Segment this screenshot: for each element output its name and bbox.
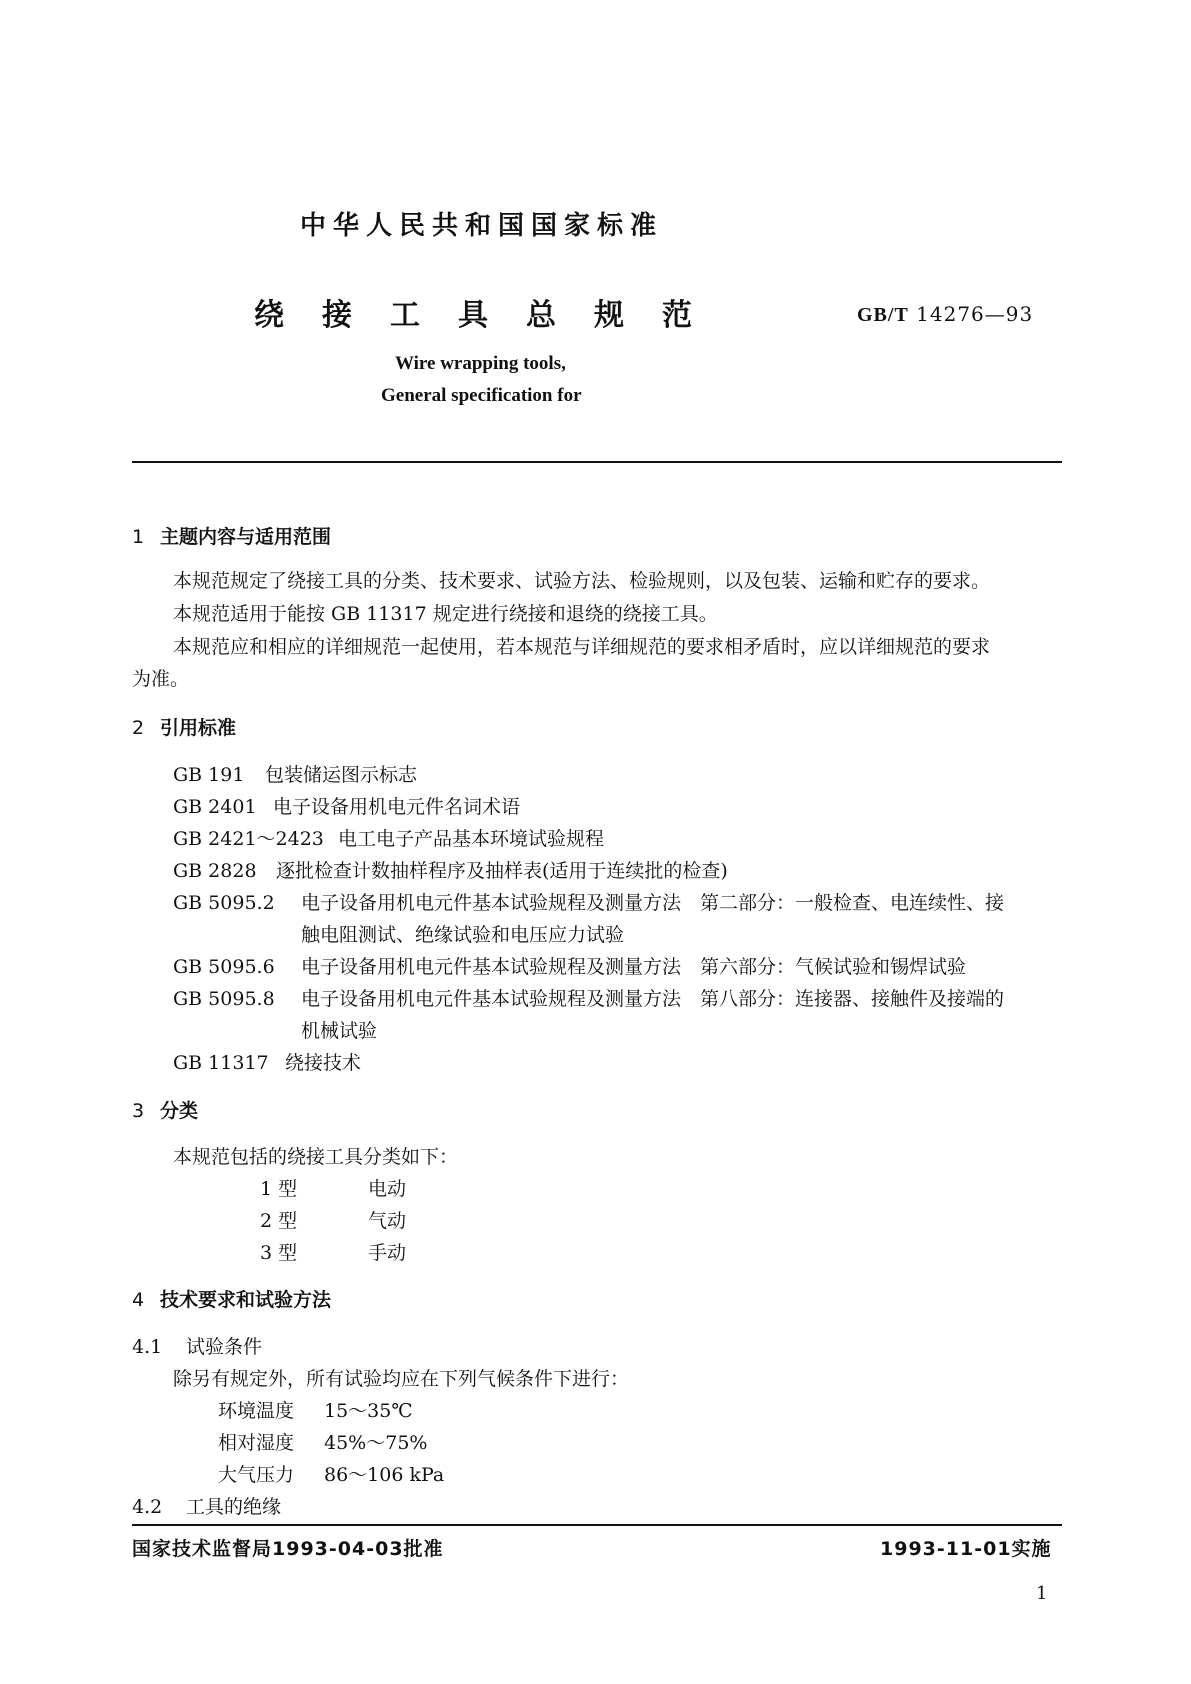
- condition-value: 45%～75%: [324, 1432, 428, 1454]
- reference-item: [173, 984, 1004, 1011]
- subsection-title: 工具的绝缘: [186, 1496, 282, 1518]
- reference-code: GB 5095.8: [173, 988, 275, 1010]
- test-condition-row: [218, 1460, 444, 1487]
- reference-code: GB 2828: [173, 860, 257, 882]
- classification-row: [260, 1238, 406, 1265]
- section-title: 主题内容与适用范围: [160, 526, 332, 548]
- classification-row: [260, 1206, 406, 1233]
- reference-title: 电工电子产品基本环境试验规程: [338, 828, 605, 850]
- test-condition-row: [218, 1396, 413, 1423]
- standard-type-heading: 中华人民共和国国家标准: [300, 211, 664, 241]
- classification-intro: 本规范包括的绕接工具分类如下：: [173, 1146, 459, 1168]
- document-title-cn: 绕接工具总规范: [254, 298, 730, 333]
- reference-item: [173, 824, 604, 851]
- section-1-paragraph-1: 本规范规定了绕接工具的分类、技术要求、试验方法、检验规则，以及包装、运输和贮存的要求。: [173, 570, 991, 592]
- page-number: 1: [1036, 1583, 1048, 1604]
- section-title: 引用标准: [160, 717, 237, 739]
- reference-title: 逐批检查计数抽样程序及抽样表(适用于连续批的检查): [276, 860, 728, 882]
- implementation-date: 1993-11-01实施: [880, 1538, 1052, 1560]
- subsection-4-2-heading: [132, 1492, 281, 1519]
- reference-title: 绕接技术: [285, 1052, 362, 1074]
- section-1-paragraph-3-cont: 为准。: [132, 668, 190, 690]
- tool-type: 1 型: [260, 1178, 298, 1200]
- reference-title-cont: 触电阻测试、绝缘试验和电压应力试验: [301, 924, 625, 946]
- reference-item: [173, 888, 1004, 915]
- reference-title: 包装储运图示标志: [265, 764, 418, 786]
- section-1-paragraph-3: 本规范应和相应的详细规范一起使用，若本规范与详细规范的要求相矛盾时，应以详细规范的要求: [173, 636, 991, 658]
- tool-type: 3 型: [260, 1242, 298, 1264]
- reference-code: GB 191: [173, 764, 245, 786]
- header-divider: [132, 461, 1062, 463]
- standard-code: [857, 302, 1033, 327]
- reference-title: 电子设备用机电元件基本试验规程及测量方法 第二部分：一般检查、电连续性、接: [301, 892, 1005, 914]
- approval-line: 国家技术监督局1993-04-03批准: [132, 1538, 444, 1560]
- subsection-number: 4.2: [132, 1496, 163, 1518]
- tool-drive: 手动: [368, 1242, 407, 1264]
- reference-code: GB 5095.2: [173, 892, 275, 914]
- section-1-heading: [132, 522, 331, 549]
- standard-code-prefix: GB/T: [857, 304, 909, 326]
- reference-item: [173, 856, 728, 883]
- condition-value: 86～106 kPa: [324, 1464, 445, 1486]
- footer-divider: [132, 1524, 1062, 1526]
- section-4-heading: [132, 1285, 331, 1312]
- tool-drive: 电动: [368, 1178, 407, 1200]
- condition-value: 15～35℃: [324, 1400, 413, 1422]
- section-title: 分类: [160, 1100, 199, 1122]
- test-conditions-intro: 除另有规定外，所有试验均应在下列气候条件下进行：: [173, 1368, 630, 1390]
- reference-item: [173, 1048, 361, 1075]
- condition-name: 相对湿度: [218, 1432, 295, 1454]
- reference-item: [173, 792, 520, 819]
- reference-item: [173, 952, 966, 979]
- document-title-en-line1: Wire wrapping tools,: [395, 353, 566, 374]
- section-title: 技术要求和试验方法: [160, 1289, 332, 1311]
- reference-code: GB 5095.6: [173, 956, 275, 978]
- classification-row: [260, 1174, 406, 1201]
- subsection-number: 4.1: [132, 1336, 163, 1358]
- reference-code: GB 11317: [173, 1052, 269, 1074]
- section-2-heading: [132, 713, 236, 740]
- section-number: 1: [132, 526, 145, 548]
- subsection-4-1-heading: [132, 1332, 262, 1359]
- section-number: 3: [132, 1100, 145, 1122]
- reference-title: 电子设备用机电元件基本试验规程及测量方法 第六部分：气候试验和锡焊试验: [301, 956, 967, 978]
- condition-name: 环境温度: [218, 1400, 295, 1422]
- standard-code-number: 14276—93: [916, 302, 1034, 326]
- tool-type: 2 型: [260, 1210, 298, 1232]
- subsection-title: 试验条件: [186, 1336, 263, 1358]
- section-1-paragraph-2: 本规范适用于能按 GB 11317 规定进行绕接和退绕的绕接工具。: [173, 603, 718, 625]
- section-number: 2: [132, 717, 145, 739]
- document-title-en-line2: General specification for: [381, 385, 582, 406]
- reference-code: GB 2401: [173, 796, 257, 818]
- reference-title: 电子设备用机电元件基本试验规程及测量方法 第八部分：连接器、接触件及接端的: [301, 988, 1005, 1010]
- condition-name: 大气压力: [218, 1464, 295, 1486]
- reference-code: GB 2421～2423: [173, 828, 324, 850]
- section-number: 4: [132, 1289, 145, 1311]
- test-condition-row: [218, 1428, 427, 1455]
- reference-title: 电子设备用机电元件名词术语: [273, 796, 521, 818]
- section-3-heading: [132, 1096, 198, 1123]
- reference-item: [173, 760, 417, 787]
- reference-title-cont: 机械试验: [301, 1020, 378, 1042]
- tool-drive: 气动: [368, 1210, 407, 1232]
